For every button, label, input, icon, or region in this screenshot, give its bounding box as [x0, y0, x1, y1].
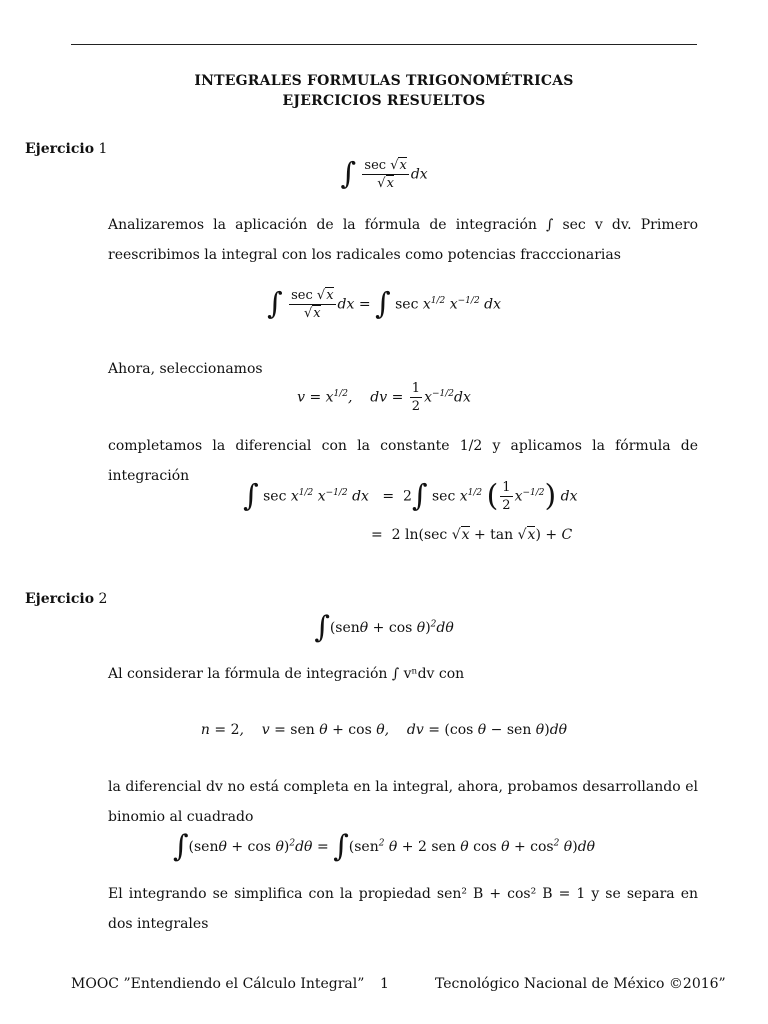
exercise-label-text: Ejercicio: [25, 591, 95, 607]
exercise-number: 2: [98, 591, 108, 607]
exercise-2-paragraph-2: la diferencial dv no está completa en la integral, ahora, probamos desarrollando el binomio al cuadrado: [108, 779, 698, 825]
footer-course-name: MOOC ”Entendiendo el Cálculo Integral”: [71, 976, 365, 992]
exercise-2-label: [25, 591, 107, 607]
exercise-1-rewrite-equation: ∫ $\frac{\sec √x}{√x}$ dx = ∫ $\sec x^{1/2}$ $x^{-1/2}$ dx: [267, 286, 501, 322]
exercise-2-paragraph-1: Al considerar la fórmula de integración ∫ vⁿdv con: [108, 666, 465, 682]
exercise-2-integral: $\int(sen\theta + \cos \theta)^2d\theta$: [314, 610, 454, 645]
footer-institution: Tecnológico Nacional de México ©2016”: [435, 976, 726, 992]
exercise-1-integral: ∫ $\frac{\sec √x}{√x}$ dx: [340, 156, 428, 192]
exercise-number: 1: [98, 141, 108, 157]
document-title-line2: EJERCICIOS RESUELTOS: [282, 93, 486, 109]
exercise-2-parameters: n = 2, v = sen θ + cos θ, dv = (cos θ − sen θ)dθ: [200, 722, 568, 738]
exercise-2-paragraph-3: El integrando se simplifica con la propiedad sen² B + cos² B = 1 y se separa en dos integrales: [108, 886, 698, 932]
exercise-1-derivation-line-1: ∫ $\sec x^{1/2}$ $x^{-1/2}$ dx = 2∫ $\sec x^{1/2}$ ( $\frac{1}{2}$ $x^{-1/2}$) dx: [243, 478, 578, 514]
exercise-1-substitution: $v = x^{1/2}$, dv = $\frac{1}{2}$ $x^{-1/2}dx$: [297, 381, 471, 414]
top-rule: [71, 44, 697, 45]
exercise-1-paragraph-2: Ahora, seleccionamos: [108, 361, 263, 377]
exercise-1-paragraph-3: completamos la diferencial con la constante 1/2 y aplicamos la fórmula de integración: [108, 438, 698, 484]
exercise-2-expansion: $\int(sen\theta + \cos \theta)^2d\theta = \int(sen^2$ θ + 2 sen θ $\cos \theta + \cos^2 \theta)d\theta$: [172, 829, 596, 864]
exercise-1-paragraph-1: Analizaremos la aplicación de la fórmula de integración ∫ sec v dv. Primero reescribimos la integral con los radicales como potencias fracccionarias: [108, 217, 698, 263]
document-title-line1: INTEGRALES FORMULAS TRIGONOMÉTRICAS: [194, 73, 574, 89]
exercise-1-derivation-line-2: = 2 ln(sec √x + tan √x) + C: [371, 527, 573, 543]
footer-page-number: 1: [380, 976, 389, 992]
exercise-1-label: [25, 141, 107, 157]
exercise-label-text: Ejercicio: [25, 141, 95, 157]
